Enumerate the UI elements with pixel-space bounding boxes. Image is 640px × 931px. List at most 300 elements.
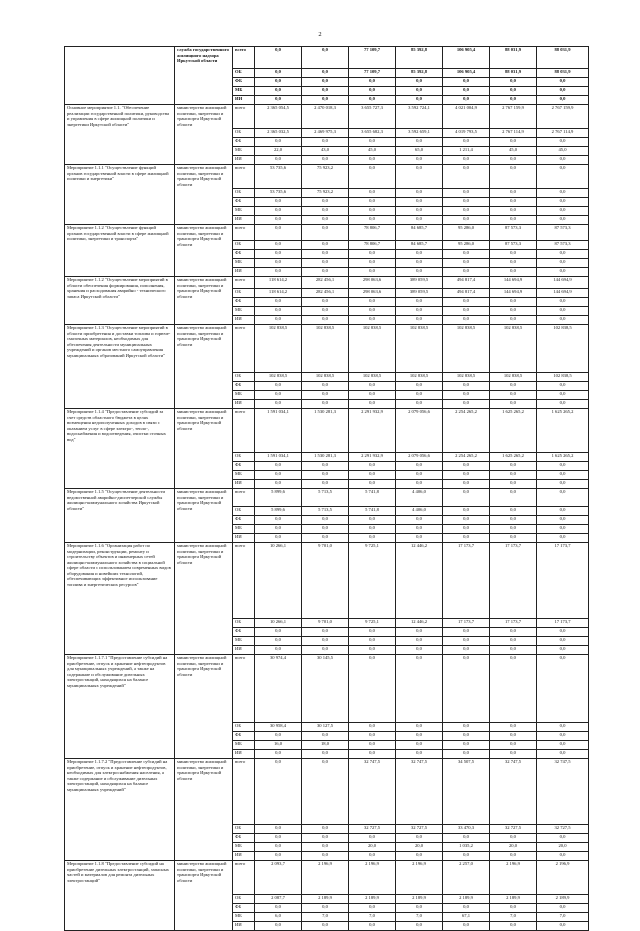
amount-cell: 32 747,5 xyxy=(349,759,396,825)
amount-cell: 0,0 xyxy=(443,207,490,216)
executor-cell: министерство жилищной политики, энергетики и транспорта Иркутской области xyxy=(175,861,233,931)
amount-cell: 84 685,7 xyxy=(396,241,443,250)
amount-cell: 144 694,9 xyxy=(537,289,589,298)
amount-cell: 2 196,9 xyxy=(537,861,589,895)
amount-cell: 2 767 159,9 xyxy=(490,105,537,129)
amount-cell: 0,0 xyxy=(349,189,396,198)
amount-cell: 0,0 xyxy=(490,189,537,198)
amount-cell: 75 923,2 xyxy=(302,165,349,189)
amount-cell: 0,0 xyxy=(349,534,396,543)
amount-cell: 16,0 xyxy=(255,741,302,750)
funding-source: ОБ xyxy=(233,895,255,904)
amount-cell: 0,0 xyxy=(302,198,349,207)
amount-cell: 0,0 xyxy=(255,259,302,268)
amount-cell: 2 196,9 xyxy=(396,861,443,895)
amount-cell: 0,0 xyxy=(537,723,589,732)
amount-cell: 282 456,1 xyxy=(302,289,349,298)
funding-source: МБ xyxy=(233,307,255,316)
funding-source: ОБ xyxy=(233,453,255,462)
amount-cell: 0,0 xyxy=(302,241,349,250)
amount-cell: 0,0 xyxy=(443,400,490,409)
amount-cell: 20,0 xyxy=(490,843,537,852)
amount-cell: 0,0 xyxy=(490,655,537,723)
amount-cell: 95 286,0 xyxy=(443,225,490,241)
amount-cell: 0,0 xyxy=(396,198,443,207)
amount-cell: 0,0 xyxy=(349,198,396,207)
activity-title: Мероприятие 1.1.4 "Предоставление субсидий за счет средств областного бюджета в целях возмещения недополученных доходов в связи с оказанием услуг в сфере электро-, тепло-, водоснабжения и водоотведения, очистки сточных вод" xyxy=(65,409,175,489)
amount-cell: 0,0 xyxy=(302,307,349,316)
amount-cell: 0,0 xyxy=(443,489,490,507)
amount-cell: 102 838,5 xyxy=(537,373,589,382)
amount-cell: 0,0 xyxy=(302,316,349,325)
funding-source: ОБ xyxy=(233,373,255,382)
amount-cell: 0,0 xyxy=(490,750,537,759)
amount-cell: 0,0 xyxy=(490,400,537,409)
amount-cell: 0,0 xyxy=(302,825,349,834)
amount-cell: 0,0 xyxy=(396,525,443,534)
amount-cell: 0,0 xyxy=(537,78,589,87)
amount-cell: 0,0 xyxy=(443,471,490,480)
amount-cell: 0,0 xyxy=(396,637,443,646)
amount-cell: 389 059,5 xyxy=(396,277,443,289)
amount-cell: 0,0 xyxy=(396,216,443,225)
amount-cell: 0,0 xyxy=(302,637,349,646)
amount-cell: 0,0 xyxy=(396,480,443,489)
amount-cell: 0,0 xyxy=(302,462,349,471)
amount-cell: 2 189,9 xyxy=(349,895,396,904)
amount-cell: 0,0 xyxy=(302,750,349,759)
funding-source: всего xyxy=(233,105,255,129)
amount-cell: 2 254 265,2 xyxy=(443,453,490,462)
amount-cell: 0,0 xyxy=(490,904,537,913)
amount-cell: 0,0 xyxy=(255,96,302,105)
funding-source: МБ xyxy=(233,87,255,96)
amount-cell: 0,0 xyxy=(349,298,396,307)
amount-cell: 0,0 xyxy=(396,307,443,316)
amount-cell: 0,0 xyxy=(537,268,589,277)
amount-cell: 0,0 xyxy=(443,655,490,723)
amount-cell: 0,0 xyxy=(302,400,349,409)
amount-cell: 17 173,7 xyxy=(537,543,589,619)
amount-cell: 0,0 xyxy=(490,96,537,105)
executor-cell: министерство жилищной политики, энергетики и транспорта Иркутской области xyxy=(175,759,233,861)
amount-cell: 0,0 xyxy=(255,400,302,409)
amount-cell: 0,0 xyxy=(396,87,443,96)
amount-cell: 494 817,4 xyxy=(443,277,490,289)
amount-cell: 32 747,5 xyxy=(537,759,589,825)
amount-cell: 0,0 xyxy=(255,198,302,207)
amount-cell: 102 838,5 xyxy=(349,325,396,373)
amount-cell: 0,0 xyxy=(255,138,302,147)
amount-cell: 9 701,0 xyxy=(302,543,349,619)
amount-cell: 0,0 xyxy=(349,471,396,480)
amount-cell: 2 196,9 xyxy=(302,861,349,895)
amount-cell: 0,0 xyxy=(255,156,302,165)
amount-cell: 0,0 xyxy=(443,534,490,543)
amount-cell: 30 958,4 xyxy=(255,723,302,732)
amount-cell: 0,0 xyxy=(490,259,537,268)
amount-cell: 0,0 xyxy=(443,646,490,655)
amount-cell: 0,0 xyxy=(396,298,443,307)
amount-cell: 0,0 xyxy=(443,250,490,259)
amount-cell: 32 727,5 xyxy=(349,825,396,834)
amount-cell: 0,0 xyxy=(255,525,302,534)
amount-cell: 0,0 xyxy=(302,852,349,861)
funding-source: ОБ xyxy=(233,69,255,78)
funding-source: МБ xyxy=(233,525,255,534)
amount-cell: 0,0 xyxy=(349,462,396,471)
amount-cell: 0,0 xyxy=(490,216,537,225)
amount-cell: 0,0 xyxy=(349,268,396,277)
table-row xyxy=(65,277,589,289)
amount-cell: 0,0 xyxy=(349,165,396,189)
funding-source: ОБ xyxy=(233,129,255,138)
amount-cell: 2 254 265,2 xyxy=(443,409,490,453)
amount-cell: 0,0 xyxy=(537,646,589,655)
amount-cell: 0,0 xyxy=(443,189,490,198)
amount-cell: 0,0 xyxy=(302,207,349,216)
amount-cell: 0,0 xyxy=(443,904,490,913)
amount-cell: 84 685,7 xyxy=(396,225,443,241)
funding-source: ИИ xyxy=(233,534,255,543)
amount-cell: 102 838,5 xyxy=(537,325,589,373)
amount-cell: 0,0 xyxy=(490,471,537,480)
amount-cell: 0,0 xyxy=(396,628,443,637)
amount-cell: 20,0 xyxy=(537,843,589,852)
amount-cell: 10 266,1 xyxy=(255,619,302,628)
executor-cell: министерство жилищной политики, энергетики и транспорта Иркутской области xyxy=(175,489,233,543)
amount-cell: 0,0 xyxy=(396,400,443,409)
amount-cell: 0,0 xyxy=(349,723,396,732)
amount-cell: 0,0 xyxy=(443,307,490,316)
amount-cell: 0,0 xyxy=(255,646,302,655)
amount-cell: 0,0 xyxy=(443,462,490,471)
amount-cell: 5 899,6 xyxy=(255,507,302,516)
amount-cell: 2 291 932,9 xyxy=(349,453,396,462)
amount-cell: 7,0 xyxy=(302,913,349,922)
activity-title: Мероприятие 1.1.7.1 "Предоставление субсидий на приобретение, отпуск и хранение нефтепродуктов для муниципальных учреждений, а также на содержание и обслуживание дизельных электростанций, находящихся на балансе муниципальных учреждений" xyxy=(65,655,175,759)
amount-cell: 0,0 xyxy=(537,307,589,316)
funding-source: ОБ xyxy=(233,189,255,198)
amount-cell: 0,0 xyxy=(302,834,349,843)
amount-cell: 144 694,9 xyxy=(490,289,537,298)
amount-cell: 1 211,4 xyxy=(443,147,490,156)
amount-cell: 0,0 xyxy=(396,750,443,759)
amount-cell: 0,0 xyxy=(443,268,490,277)
funding-source: ИИ xyxy=(233,480,255,489)
amount-cell: 2 365 054,5 xyxy=(255,105,302,129)
amount-cell: 0,0 xyxy=(443,198,490,207)
amount-cell: 53 735,6 xyxy=(255,189,302,198)
amount-cell: 0,0 xyxy=(349,87,396,96)
amount-cell: 0,0 xyxy=(396,391,443,400)
amount-cell: 0,0 xyxy=(490,207,537,216)
amount-cell: 45,0 xyxy=(537,147,589,156)
amount-cell: 0,0 xyxy=(443,78,490,87)
amount-cell: 0,0 xyxy=(255,225,302,241)
table-row xyxy=(65,225,589,241)
amount-cell: 0,0 xyxy=(537,922,589,931)
amount-cell: 0,0 xyxy=(302,534,349,543)
amount-cell: 0,0 xyxy=(302,382,349,391)
amount-cell: 0,0 xyxy=(490,78,537,87)
amount-cell: 0,0 xyxy=(349,637,396,646)
amount-cell: 0,0 xyxy=(537,400,589,409)
amount-cell: 77 109,7 xyxy=(349,69,396,78)
activity-title xyxy=(65,47,175,105)
amount-cell: 88 031,9 xyxy=(490,69,537,78)
amount-cell: 12 446,2 xyxy=(396,619,443,628)
amount-cell: 34 507,5 xyxy=(443,759,490,825)
amount-cell: 0,0 xyxy=(255,207,302,216)
amount-cell: 0,0 xyxy=(537,316,589,325)
amount-cell: 0,0 xyxy=(490,507,537,516)
amount-cell: 0,0 xyxy=(537,259,589,268)
funding-source: ФБ xyxy=(233,628,255,637)
amount-cell: 0,0 xyxy=(349,904,396,913)
amount-cell: 0,0 xyxy=(443,750,490,759)
amount-cell: 2 291 932,9 xyxy=(349,409,396,453)
amount-cell: 43,0 xyxy=(302,147,349,156)
amount-cell: 0,0 xyxy=(396,462,443,471)
amount-cell: 75 923,2 xyxy=(302,189,349,198)
amount-cell: 1 591 034,1 xyxy=(255,409,302,453)
funding-source: ИИ xyxy=(233,646,255,655)
amount-cell: 0,0 xyxy=(537,156,589,165)
amount-cell: 9 701,0 xyxy=(302,619,349,628)
funding-source: МБ xyxy=(233,843,255,852)
amount-cell: 0,0 xyxy=(537,741,589,750)
amount-cell: 87 573,3 xyxy=(490,241,537,250)
amount-cell: 12 446,2 xyxy=(396,543,443,619)
amount-cell: 88 031,9 xyxy=(490,47,537,69)
amount-cell: 0,0 xyxy=(537,189,589,198)
table-row xyxy=(65,543,589,619)
amount-cell: 0,0 xyxy=(396,96,443,105)
executor-cell: министерство жилищной политики, энергетики и транспорта Иркутской области xyxy=(175,543,233,655)
amount-cell: 30 974,4 xyxy=(255,655,302,723)
funding-source: всего xyxy=(233,543,255,619)
amount-cell: 4 021 004,9 xyxy=(443,105,490,129)
amount-cell: 0,0 xyxy=(490,462,537,471)
executor-cell: министерство жилищной политики, энергетики и транспорта Иркутской области xyxy=(175,325,233,409)
amount-cell: 3 592 724,1 xyxy=(396,105,443,129)
amount-cell: 6,0 xyxy=(255,913,302,922)
amount-cell: 0,0 xyxy=(490,298,537,307)
amount-cell: 102 838,5 xyxy=(255,373,302,382)
amount-cell: 20,0 xyxy=(396,843,443,852)
funding-source: всего xyxy=(233,277,255,289)
executor-cell: министерство жилищной политики, энергетики и транспорта Иркутской области xyxy=(175,277,233,325)
amount-cell: 0,0 xyxy=(255,307,302,316)
amount-cell: 0,0 xyxy=(302,259,349,268)
funding-source: ОБ xyxy=(233,723,255,732)
amount-cell: 7,0 xyxy=(349,913,396,922)
amount-cell: 2 470 018,3 xyxy=(302,105,349,129)
funding-source: ИИ xyxy=(233,268,255,277)
amount-cell: 5 741,8 xyxy=(349,507,396,516)
funding-source: ФБ xyxy=(233,138,255,147)
amount-cell: 17 173,7 xyxy=(443,619,490,628)
amount-cell: 45,0 xyxy=(490,147,537,156)
amount-cell: 22,0 xyxy=(255,147,302,156)
funding-source: всего xyxy=(233,655,255,723)
amount-cell: 102 838,5 xyxy=(443,325,490,373)
amount-cell: 0,0 xyxy=(537,165,589,189)
amount-cell: 0,0 xyxy=(255,904,302,913)
funding-source: ФБ xyxy=(233,198,255,207)
table-row xyxy=(65,165,589,189)
amount-cell: 0,0 xyxy=(490,646,537,655)
amount-cell: 0,0 xyxy=(396,723,443,732)
funding-source: ИИ xyxy=(233,216,255,225)
amount-cell: 0,0 xyxy=(443,741,490,750)
table-row xyxy=(65,409,589,453)
activity-title: Мероприятие 1.1.5 "Осуществление деятельности ведомственной аварийно-диспетчерской службы жилищно-коммунального хозяйства Иркутской области" xyxy=(65,489,175,543)
amount-cell: 0,0 xyxy=(443,298,490,307)
amount-cell: 0,0 xyxy=(349,628,396,637)
amount-cell: 0,0 xyxy=(396,78,443,87)
amount-cell: 0,0 xyxy=(537,480,589,489)
amount-cell: 0,0 xyxy=(255,825,302,834)
amount-cell: 0,0 xyxy=(537,96,589,105)
amount-cell: 0,0 xyxy=(302,69,349,78)
amount-cell: 0,0 xyxy=(537,904,589,913)
amount-cell: 0,0 xyxy=(490,534,537,543)
funding-source: ФБ xyxy=(233,298,255,307)
funding-source: МБ xyxy=(233,913,255,922)
amount-cell: 87 573,3 xyxy=(537,241,589,250)
amount-cell: 53 735,6 xyxy=(255,165,302,189)
amount-cell: 0,0 xyxy=(490,250,537,259)
amount-cell: 0,0 xyxy=(537,471,589,480)
amount-cell: 106 905,4 xyxy=(443,69,490,78)
amount-cell: 0,0 xyxy=(443,637,490,646)
amount-cell: 102 838,5 xyxy=(255,325,302,373)
amount-cell: 45,0 xyxy=(349,147,396,156)
amount-cell: 2 196,9 xyxy=(349,861,396,895)
amount-cell: 0,0 xyxy=(396,156,443,165)
amount-cell: 0,0 xyxy=(302,268,349,277)
amount-cell: 282 456,1 xyxy=(302,277,349,289)
amount-cell: 0,0 xyxy=(490,723,537,732)
table-row xyxy=(65,655,589,723)
amount-cell: 0,0 xyxy=(349,852,396,861)
amount-cell: 7,0 xyxy=(490,913,537,922)
funding-source: ФБ xyxy=(233,78,255,87)
amount-cell: 0,0 xyxy=(537,852,589,861)
amount-cell: 87 573,3 xyxy=(490,225,537,241)
amount-cell: 0,0 xyxy=(302,904,349,913)
amount-cell: 0,0 xyxy=(255,462,302,471)
amount-cell: 118 614,2 xyxy=(255,277,302,289)
amount-cell: 0,0 xyxy=(349,216,396,225)
amount-cell: 0,0 xyxy=(443,525,490,534)
funding-source: МБ xyxy=(233,637,255,646)
amount-cell: 0,0 xyxy=(490,480,537,489)
amount-cell: 0,0 xyxy=(349,834,396,843)
amount-cell: 0,0 xyxy=(443,723,490,732)
executor-cell: министерство жилищной политики, энергетики и транспорта Иркутской области xyxy=(175,409,233,489)
amount-cell: 0,0 xyxy=(443,138,490,147)
amount-cell: 0,0 xyxy=(443,96,490,105)
funding-source: ФБ xyxy=(233,462,255,471)
amount-cell: 0,0 xyxy=(490,628,537,637)
amount-cell: 88 031,9 xyxy=(537,69,589,78)
amount-cell: 0,0 xyxy=(396,189,443,198)
amount-cell: 85 392,8 xyxy=(396,47,443,69)
amount-cell: 0,0 xyxy=(349,156,396,165)
amount-cell: 494 817,4 xyxy=(443,289,490,298)
amount-cell: 78 806,7 xyxy=(349,225,396,241)
amount-cell: 0,0 xyxy=(537,138,589,147)
funding-source: МБ xyxy=(233,259,255,268)
funding-source: всего xyxy=(233,759,255,825)
amount-cell: 0,0 xyxy=(443,516,490,525)
amount-cell: 0,0 xyxy=(537,207,589,216)
amount-cell: 1 625 265,2 xyxy=(490,453,537,462)
amount-cell: 0,0 xyxy=(302,298,349,307)
amount-cell: 0,0 xyxy=(302,391,349,400)
amount-cell: 2 093,7 xyxy=(255,861,302,895)
amount-cell: 0,0 xyxy=(537,489,589,507)
amount-cell: 0,0 xyxy=(443,732,490,741)
amount-cell: 5 899,6 xyxy=(255,489,302,507)
amount-cell: 0,0 xyxy=(443,316,490,325)
amount-cell: 2 079 056,6 xyxy=(396,453,443,462)
amount-cell: 0,0 xyxy=(302,922,349,931)
amount-cell: 0,0 xyxy=(443,382,490,391)
amount-cell: 2 469 975,3 xyxy=(302,129,349,138)
amount-cell: 0,0 xyxy=(302,87,349,96)
funding-source: ОБ xyxy=(233,241,255,250)
amount-cell: 32 727,5 xyxy=(537,825,589,834)
amount-cell: 2 189,9 xyxy=(443,895,490,904)
amount-cell: 32 727,5 xyxy=(490,825,537,834)
table-row xyxy=(65,861,589,895)
amount-cell: 0,0 xyxy=(396,207,443,216)
amount-cell: 0,0 xyxy=(302,471,349,480)
amount-cell: 0,0 xyxy=(396,316,443,325)
amount-cell: 0,0 xyxy=(255,316,302,325)
amount-cell: 0,0 xyxy=(302,516,349,525)
amount-cell: 0,0 xyxy=(302,250,349,259)
amount-cell: 0,0 xyxy=(490,307,537,316)
budget-table xyxy=(64,46,589,931)
amount-cell: 1 625 265,2 xyxy=(537,453,589,462)
amount-cell: 2 767 114,9 xyxy=(537,129,589,138)
amount-cell: 0,0 xyxy=(537,198,589,207)
funding-source: всего xyxy=(233,225,255,241)
amount-cell: 0,0 xyxy=(255,637,302,646)
amount-cell: 0,0 xyxy=(490,268,537,277)
amount-cell: 0,0 xyxy=(302,732,349,741)
activity-title: Мероприятие 1.1.6 "Организация работ по модернизации, реконструкции, ремонту и строительству объектов и инженерных сетей жилищно-коммунального хозяйства в социальной сфере области с использованием современных видов оборудования и новейших технологий, обеспечивающих эффективное использование топлива и энергетических ресурсов" xyxy=(65,543,175,655)
funding-source: ИИ xyxy=(233,922,255,931)
amount-cell: 0,0 xyxy=(443,87,490,96)
amount-cell: 67,1 xyxy=(443,913,490,922)
amount-cell: 102 838,5 xyxy=(349,373,396,382)
amount-cell: 0,0 xyxy=(396,259,443,268)
amount-cell: 0,0 xyxy=(302,843,349,852)
amount-cell: 0,0 xyxy=(490,516,537,525)
executor-cell: служба государственного жилищного надзора Иркутской области xyxy=(175,47,233,105)
amount-cell: 1 530 281,3 xyxy=(302,409,349,453)
amount-cell: 0,0 xyxy=(255,268,302,277)
amount-cell: 102 838,5 xyxy=(396,373,443,382)
funding-source: всего xyxy=(233,165,255,189)
amount-cell: 0,0 xyxy=(255,47,302,69)
